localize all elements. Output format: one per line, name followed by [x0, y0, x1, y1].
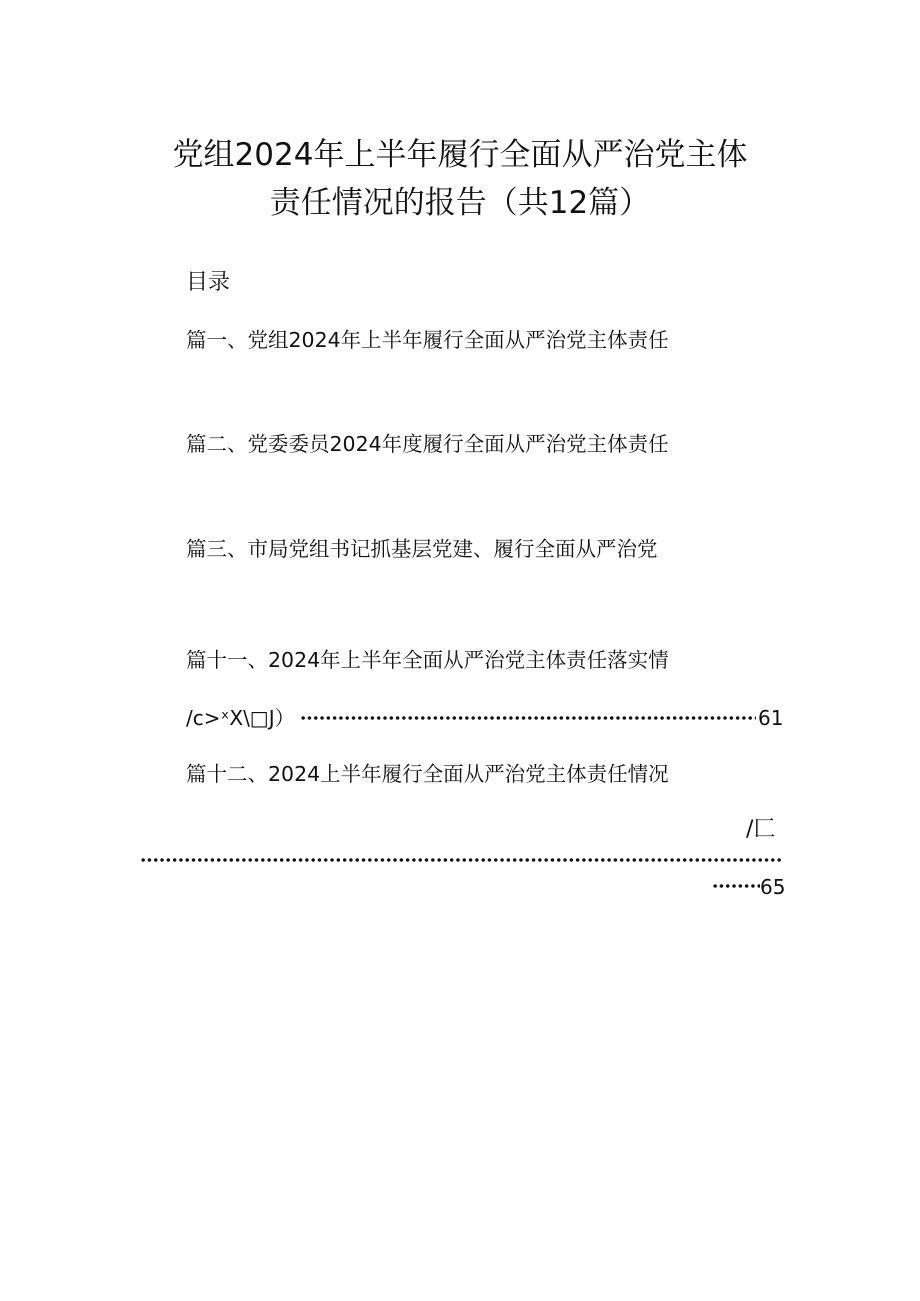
- toc-item-11-leader-dots: [300, 716, 756, 720]
- toc-item-12-leader-dots-short: [712, 884, 760, 888]
- document-title-line-1: 党组2024年上半年履行全面从严治党主体: [172, 137, 748, 173]
- toc-item-1[interactable]: 篇一、党组2024年上半年履行全面从严治党主体责任: [186, 328, 669, 352]
- toc-item-11-page-number: 61: [758, 706, 784, 730]
- toc-item-12-leader-dots: [140, 858, 782, 862]
- document-title-line-2: 责任情况的报告（共12篇）: [269, 185, 651, 221]
- toc-item-11[interactable]: 篇十一、2024年上半年全面从严治党主体责任落实情: [186, 648, 669, 672]
- toc-item-3[interactable]: 篇三、市局党组书记抓基层党建、履行全面从严治党: [186, 537, 658, 561]
- toc-item-12[interactable]: 篇十二、2024上半年履行全面从严治党主体责任情况: [186, 762, 669, 786]
- toc-heading: 目录: [186, 270, 231, 295]
- toc-item-2[interactable]: 篇二、党委委员2024年度履行全面从严治党主体责任: [186, 432, 669, 456]
- toc-item-12-page-number: 65: [760, 875, 786, 899]
- toc-item-12-continuation: /匚: [746, 817, 776, 842]
- toc-item-11-continuation: /c>ˣX\□J）: [186, 706, 295, 730]
